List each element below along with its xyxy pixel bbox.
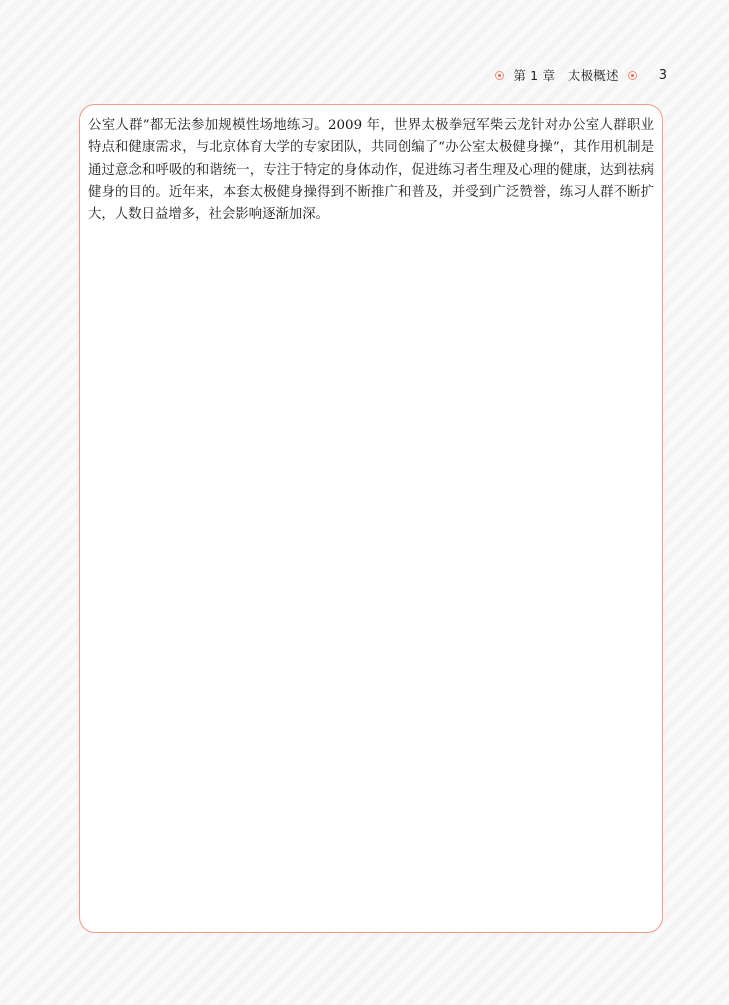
chapter-title: 第 1 章 太极概述	[513, 68, 619, 83]
content-box	[79, 104, 663, 933]
bullet-icon	[628, 71, 637, 80]
running-header	[495, 66, 667, 84]
bullet-icon	[495, 71, 504, 80]
page-number: 3	[658, 67, 667, 83]
body-paragraph: 公室人群”都无法参加规模性场地练习。2009 年，世界太极拳冠军柴云龙针对办公室人群职业特点和健康需求，与北京体育大学的专家团队，共同创编了“办公室太极健身操”，其作用机制是通过意念和呼吸的和谐统一，专注于特定的身体动作，促进练习者生理及心理的健康，达到祛病健身的目的。近年来，本套太极健身操得到不断推广和普及，并受到广泛赞誉，练习人群不断扩大，人数日益增多，社会影响逐渐加深。	[88, 118, 654, 223]
